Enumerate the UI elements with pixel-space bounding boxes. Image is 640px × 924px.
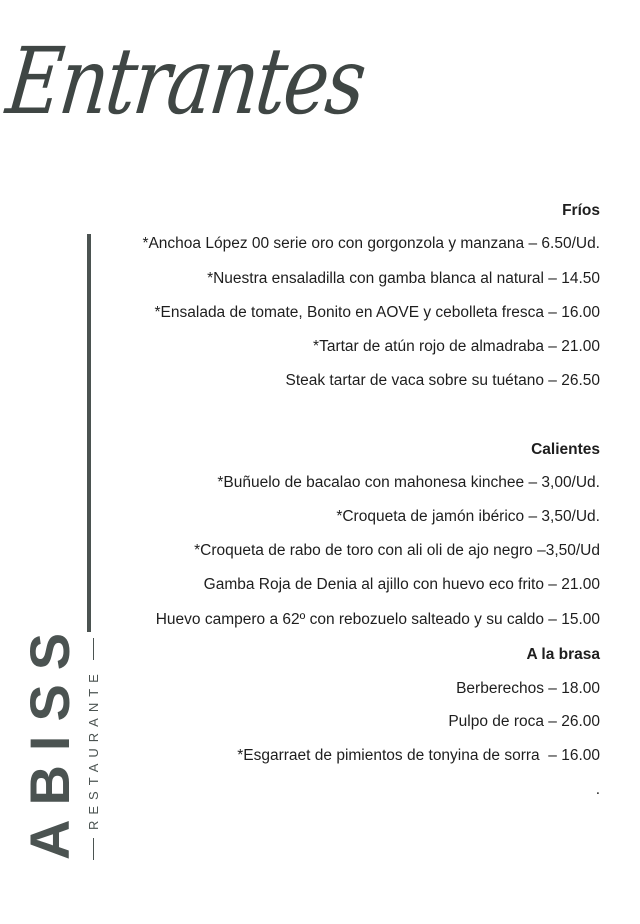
menu-item: Huevo campero a 62º con rebozuelo salteado y su caldo – 15.00: [155, 611, 600, 628]
menu-item: Berberechos – 18.00: [456, 680, 600, 697]
menu-item: *Croqueta de jamón ibérico – 3,50/Ud.: [336, 508, 600, 525]
menu-item: *Buñuelo de bacalao con mahonesa kinchee – 3,00/Ud.: [217, 474, 600, 491]
menu-item: *Croqueta de rabo de toro con ali oli de ajo negro –3,50/Ud: [194, 542, 600, 559]
page-title: Entrantes: [1, 28, 370, 135]
logo-subtitle-row: [86, 660, 101, 860]
logo-subtitle: RESTAURANTE: [86, 668, 101, 830]
menu-item: Gamba Roja de Denia al ajillo con huevo eco frito – 21.00: [203, 576, 600, 593]
menu-item: *Ensalada de tomate, Bonito en AOVE y cebolleta fresca – 16.00: [154, 304, 600, 321]
section-heading-a-la-brasa: A la brasa: [526, 646, 600, 663]
vertical-divider: [87, 234, 91, 632]
menu-item: *Nuestra ensaladilla con gamba blanca al natural – 14.50: [207, 270, 600, 287]
section-heading-calientes: Calientes: [531, 441, 600, 458]
section-heading-frios: Fríos: [562, 202, 600, 219]
logo-name: ABISS: [18, 618, 81, 860]
menu-item: *Esgarraet de pimientos de tonyina de sorra – 16.00: [237, 747, 600, 764]
logo-rule-left: [93, 838, 94, 860]
logo-rule-right: [93, 638, 94, 660]
menu-item: *Tartar de atún rojo de almadraba – 21.00: [313, 338, 600, 355]
menu-item: *Anchoa López 00 serie oro con gorgonzola y manzana – 6.50/Ud.: [142, 235, 600, 252]
menu-item: Pulpo de roca – 26.00: [448, 713, 600, 730]
menu-item: .: [595, 781, 600, 798]
menu-item: Steak tartar de vaca sobre su tuétano – 26.50: [285, 372, 600, 389]
restaurant-logo: [18, 618, 101, 860]
